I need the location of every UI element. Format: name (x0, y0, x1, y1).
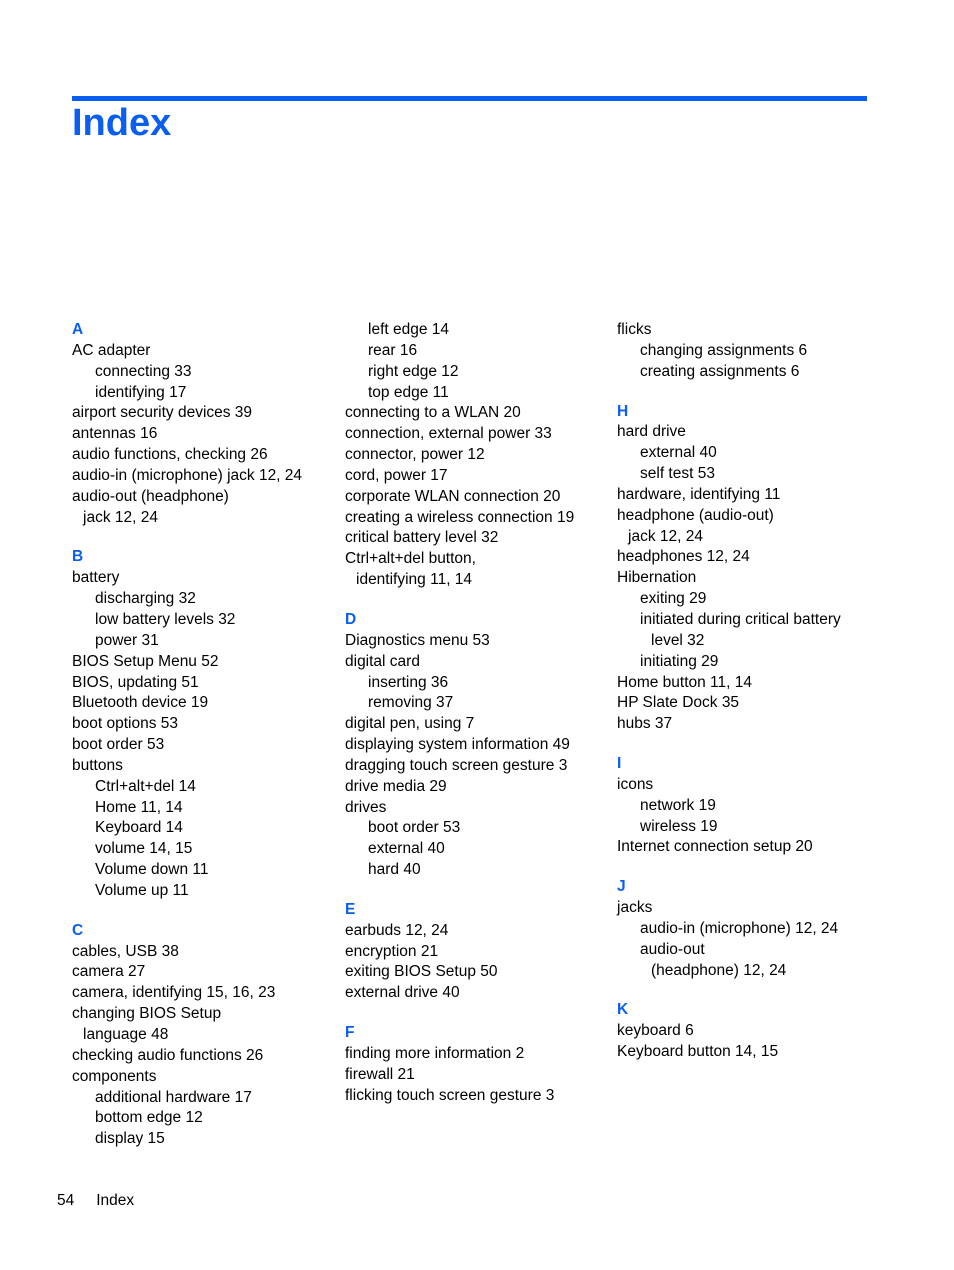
section-letter: B (72, 548, 84, 566)
page-footer (57, 1192, 134, 1210)
index-entry: flicks (617, 321, 652, 338)
index-entry: right edge 12 (368, 362, 459, 380)
index-entry: audio-in (microphone) 12, 24 (640, 919, 839, 937)
section-spacer (345, 1004, 610, 1023)
index-entry: finding more information 2 (345, 1045, 525, 1062)
index-entry: cables, USB 38 (72, 942, 179, 960)
index-entry: corporate WLAN connection 20 (345, 487, 561, 505)
index-entry: digital card (345, 652, 420, 670)
index-entry: Home button 11, 14 (617, 673, 752, 691)
index-entry: hard 40 (368, 861, 421, 879)
index-entry: headphones 12, 24 (617, 548, 750, 566)
index-entry: Bluetooth device 19 (72, 694, 209, 712)
index-entry: additional hardware 17 (95, 1088, 252, 1106)
section-letter: J (617, 878, 626, 896)
index-entry: inserting 36 (368, 673, 449, 691)
index-entry: initiating 29 (640, 652, 719, 670)
index-entry: display 15 (95, 1130, 165, 1148)
index-entry: jack 12, 24 (83, 508, 158, 526)
index-entry: discharging 32 (95, 590, 196, 608)
index-entry: self test 53 (640, 465, 715, 483)
index-entry: initiated during critical battery (640, 610, 841, 628)
index-entry: connecting to a WLAN 20 (345, 404, 521, 422)
index-entry: changing assignments 6 (640, 341, 808, 359)
index-entry: BIOS Setup Menu 52 (72, 652, 219, 670)
section-letter: I (617, 755, 622, 773)
index-entry: audio-in (microphone) jack 12, 24 (72, 466, 303, 484)
index-entry: top edge 11 (368, 383, 449, 401)
index-column-2 (345, 320, 610, 1107)
index-entry: drive media 29 (345, 777, 447, 795)
index-entry: antennas 16 (72, 425, 158, 443)
index-entry: displaying system information 49 (345, 736, 570, 754)
index-entry: Volume down 11 (95, 861, 209, 879)
index-entry: connecting 33 (95, 362, 192, 380)
section-letter: F (345, 1024, 355, 1042)
index-entry: keyboard 6 (617, 1022, 694, 1040)
index-entry: external 40 (640, 444, 717, 462)
page-number: 54 (57, 1192, 75, 1209)
index-entry: HP Slate Dock 35 (617, 694, 740, 712)
section-spacer (72, 528, 337, 547)
index-entry: network 19 (640, 796, 716, 814)
section-letter: C (72, 921, 84, 939)
index-entry: camera, identifying 15, 16, 23 (72, 984, 276, 1002)
page-title: Index (72, 102, 172, 144)
index-entry: headphone (audio-out) (617, 506, 774, 524)
index-entry: checking audio functions 26 (72, 1046, 264, 1064)
index-entry: dragging touch screen gesture 3 (345, 756, 568, 774)
index-entry: creating assignments 6 (640, 362, 800, 380)
index-entry: low battery levels 32 (95, 610, 236, 628)
index-entry: critical battery level 32 (345, 529, 499, 547)
section-spacer (617, 981, 882, 1000)
index-entry: AC adapter (72, 341, 151, 359)
index-entry: power 31 (95, 631, 159, 649)
index-entry: external drive 40 (345, 984, 460, 1002)
index-entry: flicking touch screen gesture 3 (345, 1086, 555, 1104)
index-entry: removing 37 (368, 694, 454, 712)
index-entry: Home 11, 14 (95, 798, 183, 816)
index-entry: camera 27 (72, 963, 146, 981)
index-entry: Ctrl+alt+del button, (345, 550, 476, 568)
index-entry: hard drive (617, 423, 686, 441)
index-entry: firewall 21 (345, 1065, 415, 1083)
index-entry: boot options 53 (72, 715, 179, 733)
section-spacer (617, 383, 882, 402)
index-entry: battery (72, 569, 120, 587)
index-entry: bottom edge 12 (95, 1109, 203, 1127)
section-letter: A (72, 321, 84, 338)
section-spacer (617, 858, 882, 877)
index-entry: earbuds 12, 24 (345, 921, 449, 939)
section-spacer (72, 902, 337, 921)
index-entry: Diagnostics menu 53 (345, 631, 490, 649)
index-entry: audio functions, checking 26 (72, 446, 268, 464)
index-entry: icons (617, 775, 654, 793)
title-rule (72, 96, 867, 101)
index-entry: identifying 11, 14 (356, 571, 473, 589)
section-spacer (617, 735, 882, 754)
index-entry: identifying 17 (95, 383, 187, 401)
section-letter: K (617, 1001, 629, 1019)
index-entry: boot order 53 (368, 819, 461, 837)
index-entry: wireless 19 (640, 817, 718, 835)
index-entry: jack 12, 24 (628, 527, 703, 545)
index-entry: drives (345, 798, 387, 816)
index-entry: buttons (72, 756, 123, 774)
index-entry: exiting 29 (640, 590, 707, 608)
section-letter: H (617, 402, 629, 420)
index-entry: Keyboard button 14, 15 (617, 1043, 779, 1061)
index-entry: (headphone) 12, 24 (651, 961, 787, 979)
index-entry: Keyboard 14 (95, 819, 183, 837)
index-entry: cord, power 17 (345, 466, 448, 484)
section-spacer (345, 591, 610, 610)
index-entry: Volume up 11 (95, 881, 189, 899)
index-entry: components (72, 1067, 157, 1085)
index-entry: language 48 (83, 1026, 169, 1043)
index-entry: rear 16 (368, 341, 418, 359)
index-entry: exiting BIOS Setup 50 (345, 963, 498, 981)
index-entry: boot order 53 (72, 736, 165, 754)
index-entry: hubs 37 (617, 715, 673, 733)
index-entry: BIOS, updating 51 (72, 673, 199, 691)
index-entry: left edge 14 (368, 321, 450, 338)
section-letter: E (345, 900, 356, 918)
index-entry: digital pen, using 7 (345, 715, 475, 733)
index-entry: creating a wireless connection 19 (345, 508, 575, 526)
index-entry: jacks (617, 899, 653, 917)
index-entry: Internet connection setup 20 (617, 838, 813, 856)
index-entry: audio-out (headphone) (72, 487, 229, 505)
index-entry: hardware, identifying 11 (617, 485, 781, 503)
index-entry: level 32 (651, 631, 705, 649)
index-entry: audio-out (640, 940, 705, 958)
index-entry: volume 14, 15 (95, 840, 193, 858)
index-entry: Hibernation (617, 569, 697, 587)
index-column-1 (72, 320, 337, 1150)
index-entry: changing BIOS Setup (72, 1005, 222, 1023)
index-entry: connection, external power 33 (345, 425, 552, 443)
section-letter: D (345, 610, 357, 628)
footer-label: Index (96, 1192, 135, 1209)
index-entry: airport security devices 39 (72, 404, 253, 422)
section-spacer (345, 881, 610, 900)
index-entry: connector, power 12 (345, 446, 485, 464)
index-entry: encryption 21 (345, 942, 439, 960)
index-entry: Ctrl+alt+del 14 (95, 777, 196, 795)
index-entry: external 40 (368, 840, 445, 858)
index-column-3 (617, 320, 882, 1063)
